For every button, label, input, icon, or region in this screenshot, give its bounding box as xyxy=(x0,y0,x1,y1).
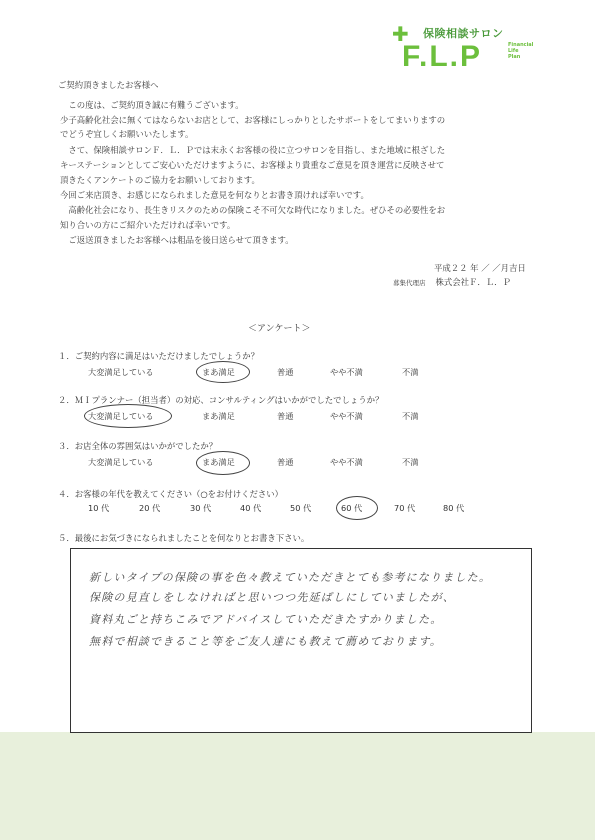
letter-line: さて、保険相談サロンＦ．Ｌ．Ｐでは末永くお客様の役に立つサロンを目指し、また地域に根ざした xyxy=(60,145,446,155)
question-5: ５．最後にお気づきになられましたことを何なりとお書き下さい。 xyxy=(58,533,310,543)
company-name: 株式会社Ｆ．Ｌ．Ｐ xyxy=(435,277,511,287)
option[interactable]: 70 代 xyxy=(394,503,416,513)
plus-cross-icon: ✚ xyxy=(392,22,409,46)
option[interactable]: 40 代 xyxy=(240,503,262,513)
option[interactable]: 20 代 xyxy=(139,503,161,513)
option[interactable]: 不満 xyxy=(402,457,419,467)
letter-line: ご返送頂きましたお客様へは粗品を後日送らせて頂きます。 xyxy=(60,235,294,245)
hand-circle-mark xyxy=(336,496,378,520)
option[interactable]: 普通 xyxy=(277,411,294,421)
bottom-background-band xyxy=(0,732,595,840)
option[interactable]: 50 代 xyxy=(290,503,312,513)
question-3: ３．お店全体の雰囲気はいかがでしたか？ xyxy=(58,441,218,451)
logo-main-text: F.L.P xyxy=(402,40,483,73)
option[interactable]: 30 代 xyxy=(190,503,212,513)
comment-box[interactable] xyxy=(70,548,532,733)
option[interactable]: 大変満足している xyxy=(88,367,154,377)
question-4: ４．お客様の年代を教えてください（○をお付けください） xyxy=(58,489,284,499)
question-1: １．ご契約内容に満足はいただけましたでしょうか？ xyxy=(58,351,259,361)
option[interactable]: 普通 xyxy=(277,457,294,467)
hand-circle-mark xyxy=(196,361,250,383)
letter-line: キーステーションとしてご安心いただけますように、お客様より貴重なご意見を頂き運営に反映させて xyxy=(60,160,445,170)
option[interactable]: 普通 xyxy=(277,367,294,377)
letter-line: 少子高齢化社会に無くてはならないお店として、お客様にしっかりとしたサポートをしてまいりますの xyxy=(60,115,446,125)
letter-line: 頂きたくアンケートのご協力をお願いしております。 xyxy=(60,175,260,185)
logo-subtitle: 保険相談サロン xyxy=(423,27,504,40)
letter-line: 高齢化社会になり、長生きリスクのための保険こそ不可欠な時代になりました。ぜひその必要性をお xyxy=(60,205,446,215)
letter-date: 平成２２ 年 ／ ／月吉日 xyxy=(434,263,526,273)
agent-label: 募集代理店 xyxy=(393,279,426,287)
letter-signature xyxy=(393,276,511,288)
handwritten-comment-line: 新しいタイプの保険の事を色々教えていただきとても参考になりました。 xyxy=(89,571,492,584)
logo-side-text: Financial Life Plan xyxy=(508,42,534,60)
option[interactable]: 大変満足している xyxy=(88,457,154,467)
handwritten-comment-line: 資料丸ごと持ちこみでアドバイスしていただきたすかりました。 xyxy=(89,613,443,626)
survey-title: ＜アンケート＞ xyxy=(248,324,311,334)
letter-line: 今回ご来店頂き、お感じになられました意見を何なりとお書き頂ければ幸いです。 xyxy=(60,190,369,200)
letter-line: この度は、ご契約頂き誠に有難うございます。 xyxy=(60,100,244,110)
option[interactable]: 不満 xyxy=(402,367,419,377)
option-selected[interactable]: まあ満足 xyxy=(202,367,235,377)
option[interactable]: まあ満足 xyxy=(202,411,235,421)
option-selected[interactable]: 60 代 xyxy=(341,503,363,513)
question-2: ２．ＭＩプランナー（担当者）の対応、コンサルティングはいかがでしたでしょうか？ xyxy=(58,395,384,405)
option[interactable]: 80 代 xyxy=(443,503,465,513)
option[interactable]: やや不満 xyxy=(330,457,363,467)
option[interactable]: やや不満 xyxy=(330,411,363,421)
letter-line: でどうぞ宜しくお願いいたします。 xyxy=(60,129,194,139)
letter-greeting: ご契約頂きましたお客様へ xyxy=(58,80,159,90)
option-selected[interactable]: 大変満足している xyxy=(88,411,154,421)
handwritten-comment-line: 無料で相談できること等をご友人達にも教えて薦めております。 xyxy=(89,635,442,648)
handwritten-comment-line: 保険の見直しをしなければと思いつつ先延ばしにしていましたが、 xyxy=(89,591,455,604)
option-selected[interactable]: まあ満足 xyxy=(202,457,235,467)
option[interactable]: やや不満 xyxy=(330,367,363,377)
option[interactable]: 10 代 xyxy=(88,503,110,513)
hand-circle-mark xyxy=(196,451,250,475)
letter-line: 知り合いの方にご紹介いただければ幸いです。 xyxy=(60,220,236,230)
option[interactable]: 不満 xyxy=(402,411,419,421)
hand-circle-mark xyxy=(84,404,172,428)
